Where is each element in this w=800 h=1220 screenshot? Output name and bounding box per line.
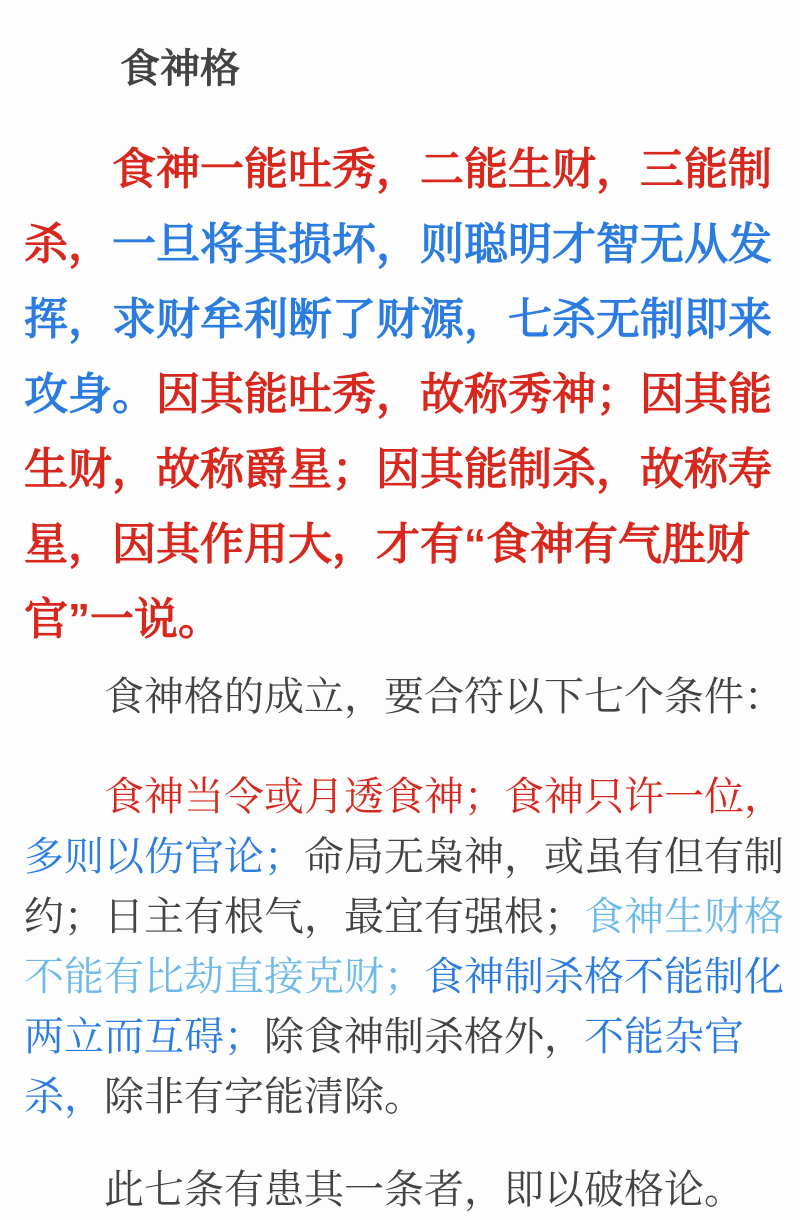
text-segment: 杀， <box>24 1074 104 1119</box>
text-line <box>24 767 800 827</box>
text-segment: 除食神制杀格外， <box>264 1014 584 1059</box>
text-segment: 攻身。 <box>24 369 156 419</box>
text-segment: 两立而互碍； <box>24 1014 264 1059</box>
text-segment: 约；日主有根气，最宜有强根； <box>24 894 584 939</box>
text-segment: 不能杂官 <box>584 1014 744 1059</box>
text-segment: 食神制杀格不能制化 <box>424 954 784 999</box>
text-segment: 生财，故称爵星；因其能制杀，故称寿 <box>24 444 772 494</box>
text-segment: 因其能吐秀，故称秀神；因其能 <box>156 369 772 419</box>
text-segment: 星，因其作用大，才有“食神有气胜财 <box>24 519 750 569</box>
text-segment: 多则以伤官论； <box>24 834 304 879</box>
text-segment: 一旦将其损坏，则聪明才智无从发 <box>112 219 772 269</box>
text-segment: 不能有比劫直接克财； <box>24 954 424 999</box>
text-line <box>24 1007 800 1067</box>
text-line <box>24 282 800 357</box>
text-segment: 官”一说。 <box>24 594 222 644</box>
text-line <box>24 357 800 432</box>
text-line <box>24 827 800 887</box>
paragraph-intro <box>24 132 800 657</box>
page-title: 食神格 <box>120 46 240 91</box>
text-line <box>24 667 800 727</box>
paragraph-conditions-heading <box>24 667 800 727</box>
text-segment: 食神一能吐秀，二能生财，三能制 <box>112 144 772 194</box>
text-line <box>24 432 800 507</box>
text-segment: 杀， <box>24 219 112 269</box>
text-line <box>24 887 800 947</box>
text-segment: 食神格的成立，要合符以下七个条件： <box>104 674 784 719</box>
text-line <box>24 947 800 1007</box>
text-segment: 除非有字能清除。 <box>104 1074 424 1119</box>
paragraph-conditions <box>24 767 800 1127</box>
text-segment: 此七条有患其一条者，即以破格论。 <box>104 1167 744 1212</box>
paragraph-conclusion <box>24 1160 800 1220</box>
text-line <box>24 132 800 207</box>
text-line <box>24 582 800 657</box>
text-segment: 命局无枭神，或虽有但有制 <box>304 834 784 879</box>
text-segment: 食神生财格 <box>584 894 784 939</box>
text-segment: 挥，求财牟利断了财源，七杀无制即来 <box>24 294 772 344</box>
text-line <box>24 1067 800 1127</box>
text-line <box>24 507 800 582</box>
text-line <box>24 207 800 282</box>
text-segment: 食神当令或月透食神；食神只许一位， <box>104 774 784 819</box>
text-line <box>24 1160 800 1220</box>
